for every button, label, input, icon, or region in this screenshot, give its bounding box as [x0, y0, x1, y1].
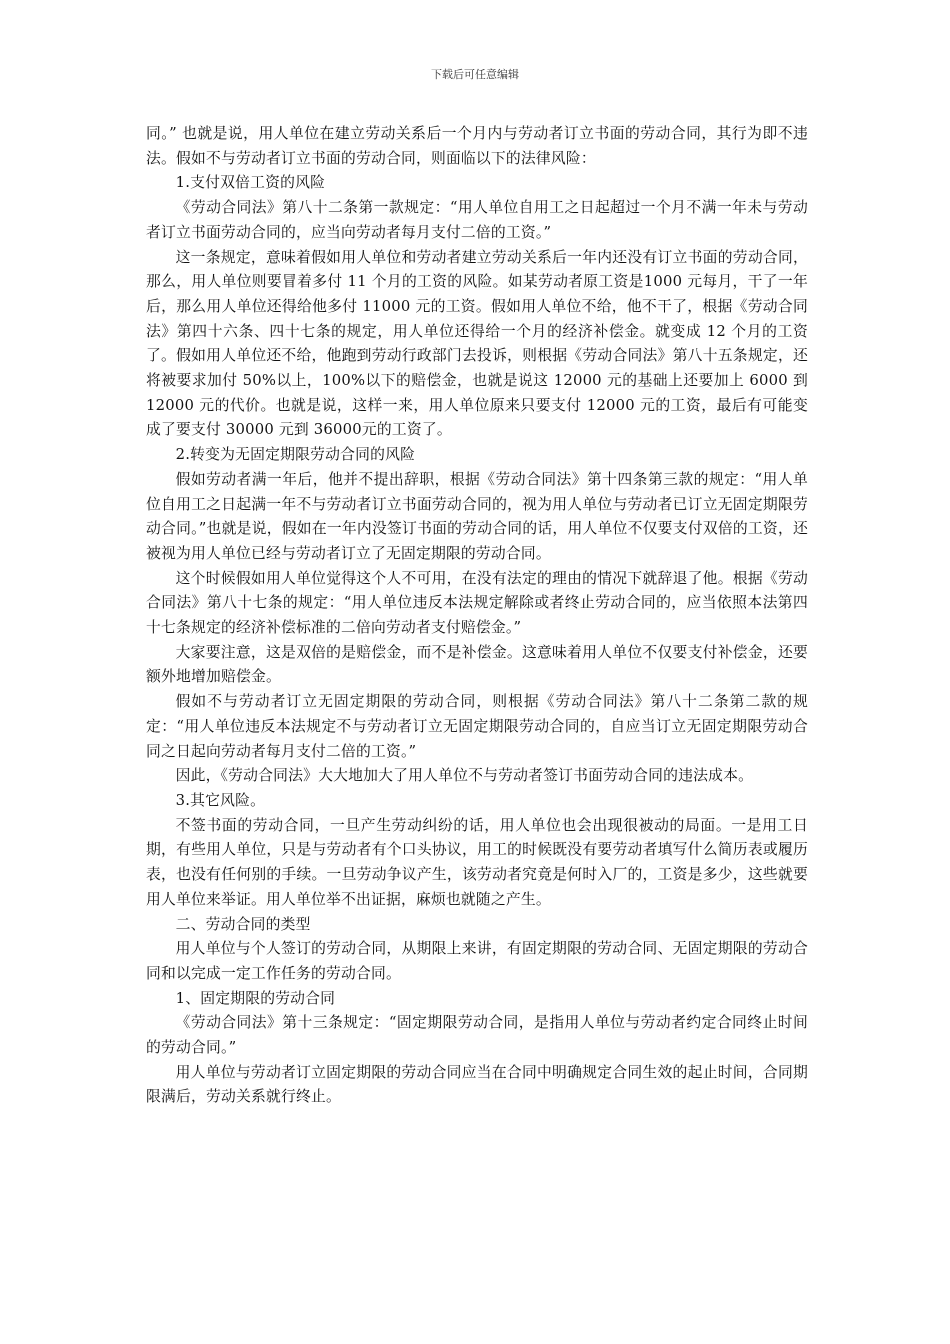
paragraph: 假如不与劳动者订立无固定期限的劳动合同，则根据《劳动合同法》第八十二条第二款的规定：“用人单位违反本法规定不与劳动者订立无固定期限劳动合同的，自应当订立无固定期限劳动合同之日起向劳动者每月支付二倍的工资。” — [146, 693, 808, 760]
paragraph: 《劳动合同法》第十三条规定：“固定期限劳动合同，是指用人单位与劳动者约定合同终止时间的劳动合同。” — [146, 1014, 808, 1057]
chapter-heading: 二、劳动合同的类型 — [175, 915, 311, 933]
paragraph: 用人单位与劳动者订立固定期限的劳动合同应当在合同中明确规定合同生效的起止时间，合同期限满后，劳动关系就行终止。 — [146, 1063, 808, 1106]
page-header-note: 下载后可任意编辑 — [431, 68, 519, 81]
document-body — [146, 122, 808, 1110]
paragraph: 《劳动合同法》第八十二条第一款规定：“用人单位自用工之日起超过一个月不满一年未与劳动者订立书面劳动合同的，应当向劳动者每月支付二倍的工资。” — [146, 199, 808, 241]
section-heading: 1.支付双倍工资的风险 — [175, 174, 326, 192]
paragraph: 因此，《劳动合同法》大大地加大了用人单位不与劳动者签订书面劳动合同的违法成本。 — [175, 767, 754, 785]
section-heading: 1、固定期限的劳动合同 — [175, 989, 336, 1007]
paragraph: 不签书面的劳动合同，一旦产生劳动纠纷的话，用人单位也会出现很被动的局面。一是用工日期，有些用人单位，只是与劳动者有个口头协议，用工的时候既没有要劳动者填写什么简历表或履历表，也没有任何别的手续。一旦劳动争议产生，该劳动者究竟是何时入厂的，工资是多少，这些就要用人单位来举证。用人单位举不出证据，麻烦也就随之产生。 — [146, 816, 808, 908]
paragraph: 这一条规定，意味着假如用人单位和劳动者建立劳动关系后一年内还没有订立书面的劳动合同，那么，用人单位则要冒着多付 11 个月的工资的风险。如某劳动者原工资是1000 元每月，干了一年后，那么用人单位还得给他多付 11000 元的工资。假如用人单位不给，他不干了，根据《劳动合同法》第四十六条、四十七条的规定，用人单位还得给一个月的经济补偿金。就变成 12 个月的工资了。假如用人单位还不给，他跑到劳动行政部门去投诉，则根据《劳动合同法》第八十五条规定，还将被要求加付 50%以上，100%以下的赔偿金，也就是说这 12000 元的基础上还要加上 6000 到 12000 元的代价。也就是说，这样一来，用人单位原来只要支付 12000 元的工资，最后有可能变成了要支付 30000 元到 36000元的工资了。 — [146, 248, 808, 439]
paragraph: 同。” 也就是说，用人单位在建立劳动关系后一个月内与劳动者订立书面的劳动合同，其行为即不违法。假如不与劳动者订立书面的劳动合同，则面临以下的法律风险： — [146, 125, 808, 167]
paragraph: 大家要注意，这是双倍的是赔偿金，而不是补偿金。这意味着用人单位不仅要支付补偿金，还要额外地增加赔偿金。 — [146, 643, 808, 686]
paragraph: 用人单位与个人签订的劳动合同，从期限上来讲，有固定期限的劳动合同、无固定期限的劳动合同和以完成一定工作任务的劳动合同。 — [146, 940, 808, 982]
section-heading: 2.转变为无固定期限劳动合同的风险 — [175, 446, 416, 464]
paragraph: 假如劳动者满一年后，他并不提出辞职，根据《劳动合同法》第十四条第三款的规定：“用人单位自用工之日起满一年不与劳动者订立书面劳动合同的，视为用人单位与劳动者已订立无固定期限劳动合同。”也就是说，假如在一年内没签订书面的劳动合同的话，用人单位不仅要支付双倍的工资，还被视为用人单位已经与劳动者订立了无固定期限的劳动合同。 — [146, 470, 808, 562]
section-heading: 3.其它风险。 — [175, 791, 266, 809]
paragraph: 这个时候假如用人单位觉得这个人不可用，在没有法定的理由的情况下就辞退了他。根据《劳动合同法》第八十七条的规定：“用人单位违反本法规定解除或者终止劳动合同的，应当依照本法第四十七条规定的经济补偿标准的二倍向劳动者支付赔偿金。” — [146, 569, 808, 637]
